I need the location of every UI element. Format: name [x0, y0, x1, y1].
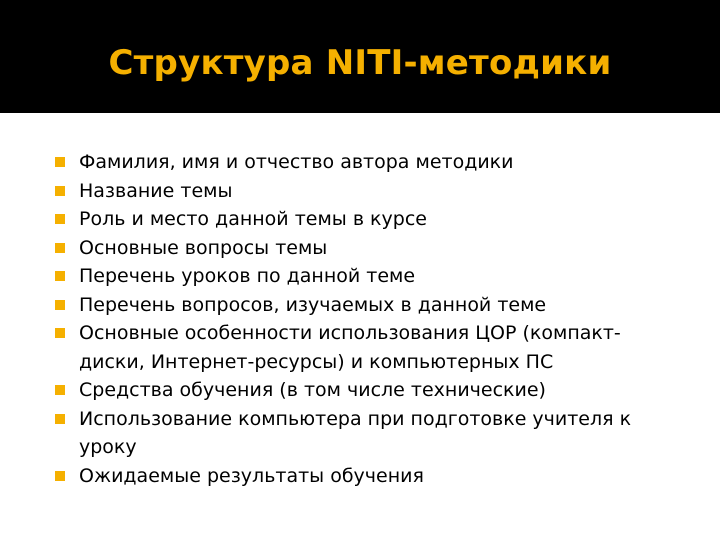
- bullet-line: уроку: [79, 436, 137, 458]
- bullet-item-questions-list: [79, 291, 679, 320]
- square-bullet-icon: [55, 385, 65, 395]
- bullet-line: Использование компьютера при подготовке учителя к: [79, 407, 632, 430]
- bullet-item-computer-use: [79, 405, 679, 462]
- bullet-item-main-questions: [79, 234, 679, 263]
- bullet-item-author: [79, 148, 679, 177]
- bullet-line: Основные особенности использования ЦОР (компакт-: [79, 322, 621, 344]
- bullet-list: [79, 148, 679, 490]
- square-bullet-icon: [55, 157, 65, 167]
- bullet-line: Средства обучения (в том числе технические): [79, 379, 546, 401]
- bullet-item-topic-name: [79, 177, 679, 206]
- bullet-item-expected-results: [79, 462, 679, 491]
- bullet-item-topic-role: [79, 205, 679, 234]
- square-bullet-icon: [55, 414, 65, 424]
- square-bullet-icon: [55, 300, 65, 310]
- bullet-item-digital-resources: [79, 319, 679, 376]
- bullet-line: Ожидаемые результаты обучения: [79, 464, 424, 487]
- slide-title: Структура NITI-методики: [108, 43, 612, 83]
- bullet-line: Название темы: [79, 179, 233, 202]
- bullet-line: Перечень уроков по данной теме: [79, 265, 416, 287]
- square-bullet-icon: [55, 214, 65, 224]
- bullet-item-learning-tools: [79, 376, 679, 405]
- bullet-item-lessons-list: [79, 262, 679, 291]
- square-bullet-icon: [55, 243, 65, 253]
- square-bullet-icon: [55, 186, 65, 196]
- bullet-line: диски, Интернет-ресурсы) и компьютерных ПС: [79, 350, 554, 373]
- square-bullet-icon: [55, 328, 65, 338]
- bullet-line: Роль и место данной темы в курсе: [79, 208, 427, 230]
- square-bullet-icon: [55, 271, 65, 281]
- bullet-line: Перечень вопросов, изучаемых в данной теме: [79, 293, 547, 316]
- square-bullet-icon: [55, 471, 65, 481]
- bullet-line: Фамилия, имя и отчество автора методики: [79, 151, 514, 173]
- bullet-line: Основные вопросы темы: [79, 236, 328, 259]
